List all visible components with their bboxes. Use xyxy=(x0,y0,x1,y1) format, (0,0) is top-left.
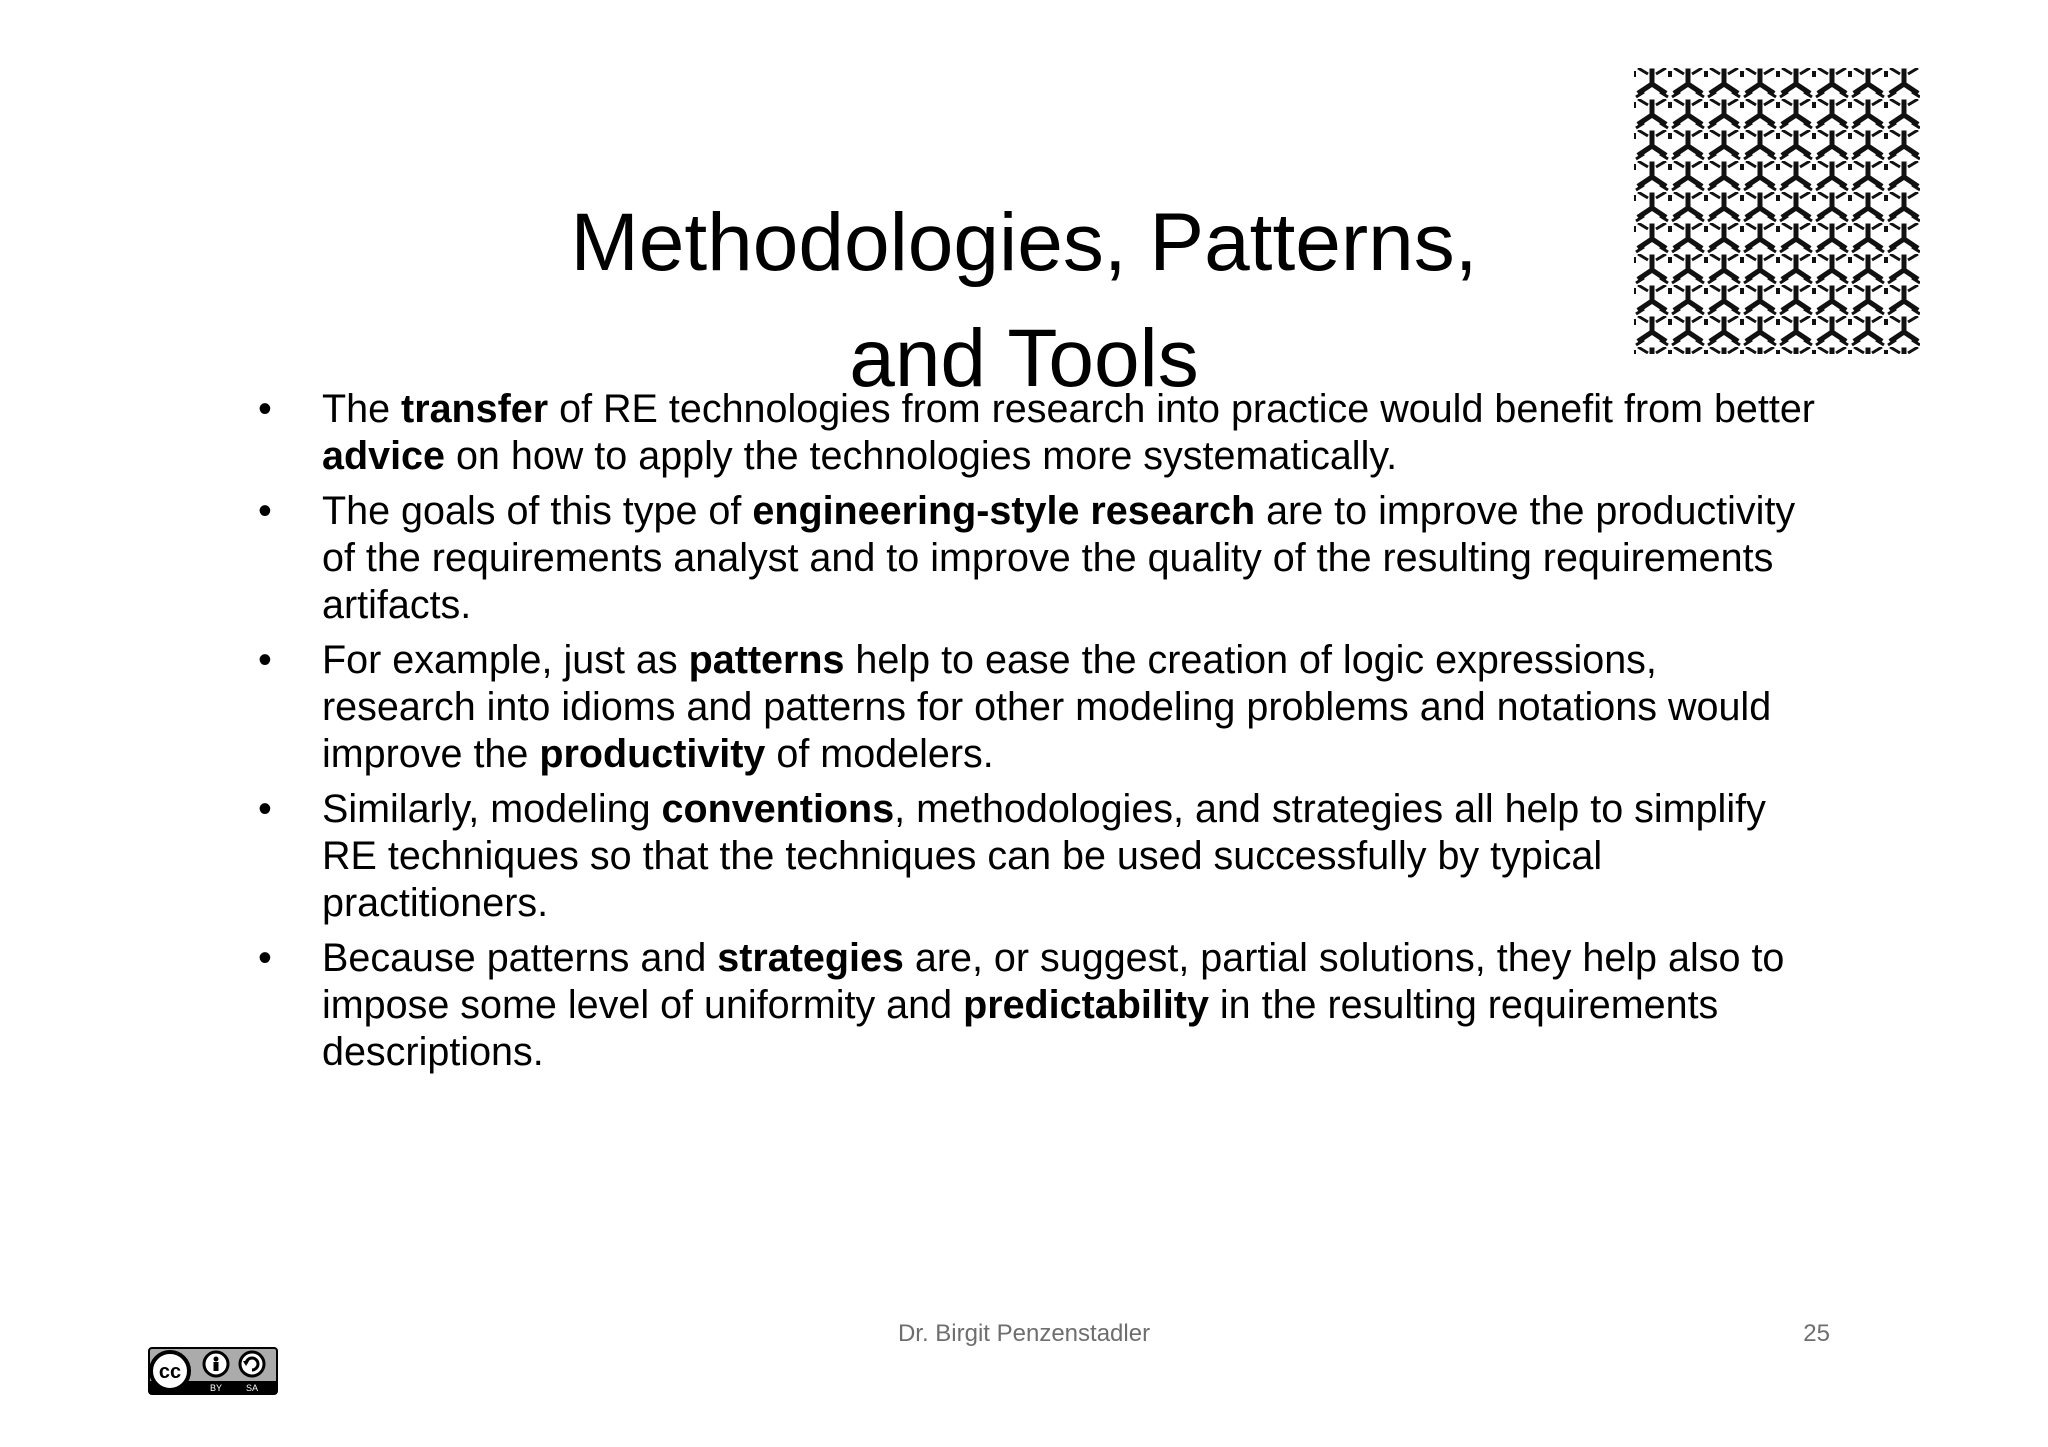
bullet-text: in the resulting requirements descriptions. xyxy=(322,983,1719,1074)
bullet-bold-text: transfer xyxy=(401,387,549,431)
title-line-1: Methodologies, Patterns, xyxy=(570,196,1478,288)
bullet-item xyxy=(258,935,1818,1076)
bullet-item xyxy=(258,786,1818,927)
bullet-item xyxy=(258,488,1818,629)
bullet-bold-text: conventions xyxy=(661,787,895,831)
creative-commons-license-icon xyxy=(148,1347,278,1395)
bullet-dot-icon: • xyxy=(258,489,272,533)
bullet-bold-text: strategies xyxy=(717,936,904,980)
bullet-text: Because patterns and xyxy=(322,936,718,980)
bullet-text: of modelers. xyxy=(765,732,994,776)
page-number: 25 xyxy=(1803,1320,1830,1347)
bullet-text: on how to apply the technologies more systematically. xyxy=(444,434,1398,478)
bullet-text: The xyxy=(322,387,402,431)
bullet-list xyxy=(258,386,1818,1084)
bullet-bold-text: productivity xyxy=(539,732,766,776)
bullet-bold-text: patterns xyxy=(688,638,845,682)
bullet-bold-text: engineering-style research xyxy=(752,489,1256,533)
bullet-text: help to ease the creation of logic expressions, research into idioms and patterns for other modeling problems and notations would improve the xyxy=(322,638,1772,776)
bullet-text: are to improve the productivity of the requirements analyst and to improve the quality of the resulting requirements artifacts. xyxy=(322,489,1796,627)
bullet-text: , methodologies, and strategies all help to simplify RE techniques so that the techniques can be used successfully by typical practitioners. xyxy=(322,787,1766,925)
bullet-dot-icon: • xyxy=(258,787,272,831)
title-line-2: and Tools xyxy=(849,312,1199,404)
bullet-text: of RE technologies from research into practice would benefit from better xyxy=(548,387,1815,431)
bullet-text: are, or suggest, partial solutions, they help also to impose some level of uniformity and xyxy=(322,936,1785,1027)
geometric-pattern-icon xyxy=(1634,68,1920,354)
sa-label: SA xyxy=(245,1383,259,1393)
cc-label: cc xyxy=(158,1361,182,1383)
bullet-dot-icon: • xyxy=(258,638,272,682)
bullet-text: Similarly, modeling xyxy=(322,787,662,831)
bullet-text: For example, just as xyxy=(322,638,689,682)
bullet-text: The goals of this type of xyxy=(322,489,753,533)
bullet-dot-icon: • xyxy=(258,936,272,980)
bullet-bold-text: advice xyxy=(322,434,445,478)
bullet-item xyxy=(258,637,1818,778)
bullet-bold-text: predictability xyxy=(963,983,1209,1027)
bullet-item xyxy=(258,386,1818,480)
by-label: BY xyxy=(209,1383,223,1393)
bullet-dot-icon: • xyxy=(258,387,272,431)
footer-author: Dr. Birgit Penzenstadler xyxy=(897,1320,1151,1347)
